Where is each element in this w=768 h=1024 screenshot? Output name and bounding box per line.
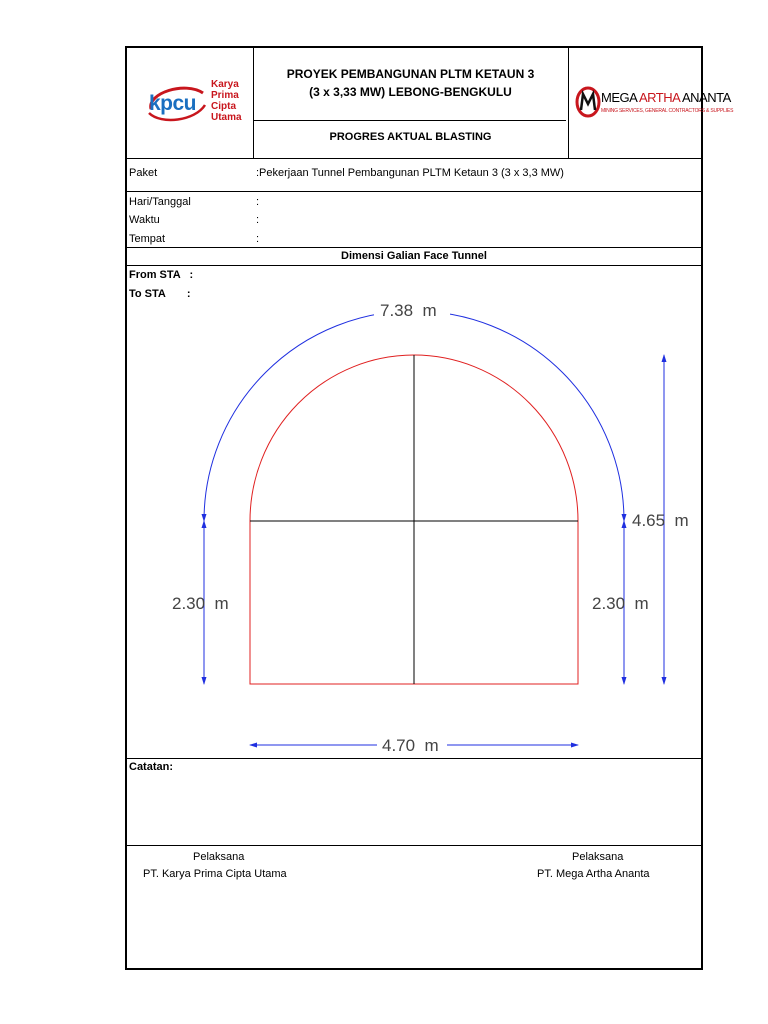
hari-tanggal-value: : [256, 196, 260, 208]
mega-tagline: MINING SERVICES, GENERAL CONTRACTORS & SUPPLIES [601, 108, 734, 114]
left-signature-role: Pelaksana [193, 851, 245, 863]
paket-label: Paket [129, 167, 158, 179]
from-sta-label: From STA : [129, 269, 194, 281]
dimensi-section-title: Dimensi Galian Face Tunnel [341, 250, 487, 262]
kpcu-wordmark: kpcu [149, 92, 197, 115]
project-title-line2: (3 x 3,33 MW) LEBONG-BENGKULU [309, 85, 512, 99]
total-height-label: 4.65 m [632, 511, 689, 530]
right-wall-label: 2.30 m [592, 594, 649, 613]
kpcu-side-utama: Utama [211, 112, 242, 123]
kpcu-side-karya: Karya [211, 79, 239, 90]
report-title: PROGRES AKTUAL BLASTING [329, 131, 492, 143]
project-title-line1: PROYEK PEMBANGUNAN PLTM KETAUN 3 [286, 67, 535, 81]
right-signature-role: Pelaksana [572, 851, 624, 863]
hari-tanggal-label: Hari/Tanggal [129, 196, 191, 208]
left-wall-label: 2.30 m [172, 594, 229, 613]
catatan-label: Catatan: [129, 761, 174, 773]
tempat-label: Tempat [129, 233, 166, 245]
arc-length-label: 7.38 m [380, 301, 437, 320]
waktu-value: : [256, 214, 260, 226]
tempat-value: : [256, 233, 260, 245]
mega-word-last: ANANTA [679, 90, 731, 105]
waktu-label: Waktu [129, 214, 160, 226]
left-signature-company: PT. Karya Prima Cipta Utama [143, 868, 287, 880]
right-signature-company: PT. Mega Artha Ananta [537, 868, 650, 880]
mega-word-first: MEGA [601, 90, 639, 105]
kpcu-side-prima: Prima [211, 90, 239, 101]
kpcu-side-cipta: Cipta [211, 101, 236, 112]
width-label: 4.70 m [382, 736, 439, 755]
mega-word-accent: ARTHA [638, 90, 680, 105]
to-sta-label: To STA : [129, 288, 191, 300]
paket-value: :Pekerjaan Tunnel Pembangunan PLTM Ketaun 3 (3 x 3,3 MW) [256, 167, 564, 179]
